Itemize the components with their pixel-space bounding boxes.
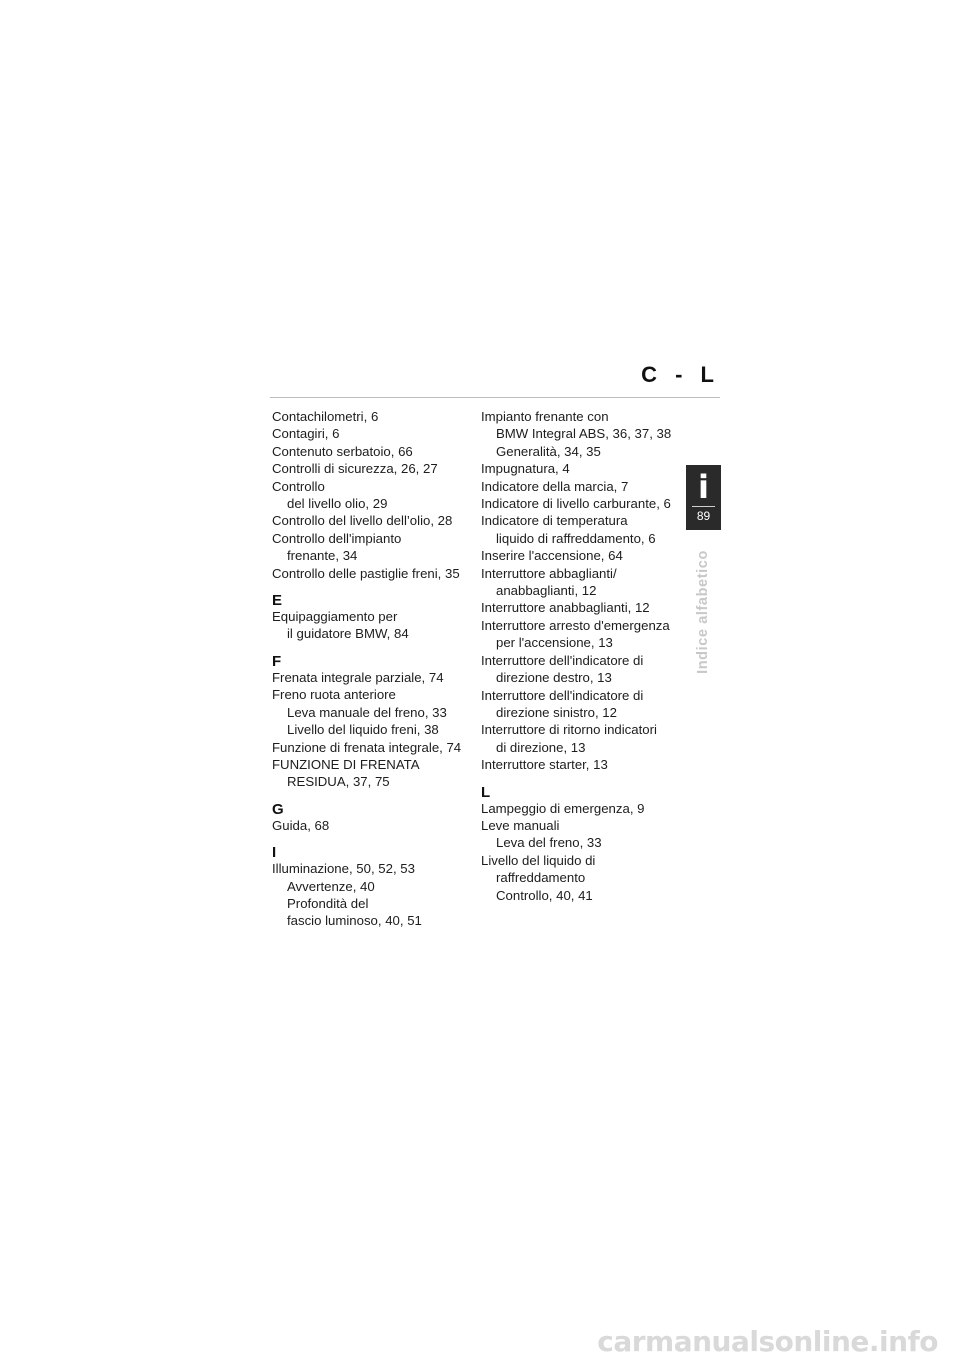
index-letter-heading: L — [481, 783, 491, 801]
index-subentry: direzione sinistro, 12 — [496, 704, 617, 720]
index-entry: Frenata integrale parziale, 74 — [272, 669, 444, 685]
index-entry: Interruttore dell'indicatore di — [481, 652, 644, 668]
index-entry: Controllo — [272, 478, 325, 494]
index-entry: Interruttore di ritorno indicatori — [481, 722, 657, 738]
index-subentry: anabbaglianti, 12 — [496, 583, 597, 599]
index-entry: Controlli di sicurezza, 26, 27 — [272, 461, 438, 477]
index-subentry: direzione destro, 13 — [496, 670, 612, 686]
index-column-right — [481, 408, 681, 904]
index-subentry: raffreddamento — [496, 870, 586, 886]
index-subentry: il guidatore BMW, 84 — [287, 626, 409, 642]
index-entry: Controllo delle pastiglie freni, 35 — [272, 565, 460, 581]
index-letter-heading: E — [272, 592, 283, 610]
index-entry: Indicatore di livello carburante, 6 — [481, 496, 671, 512]
index-letter-heading: G — [272, 800, 284, 818]
index-subentry: Profondità del — [287, 895, 369, 911]
section-label: Indice alfabetico — [695, 550, 711, 674]
index-entry: Interruttore anabbaglianti, 12 — [481, 600, 650, 616]
index-entry: Leve manuali — [481, 817, 560, 833]
index-subentry: di direzione, 13 — [496, 739, 586, 755]
index-entry: Interruttore dell'indicatore di — [481, 687, 644, 703]
index-subentry: Controllo, 40, 41 — [496, 887, 593, 903]
index-subentry: RESIDUA, 37, 75 — [287, 774, 390, 790]
index-entry: Inserire l'accensione, 64 — [481, 548, 623, 564]
index-letter-heading: I — [272, 844, 277, 862]
index-entry: Guida, 68 — [272, 817, 330, 833]
section-tab — [686, 465, 721, 530]
watermark: carmanualsonline.info — [597, 1325, 938, 1358]
index-entry: Interruttore abbaglianti/ — [481, 565, 617, 581]
index-entry: Lampeggio di emergenza, 9 — [481, 800, 645, 816]
index-entry: Controllo dell'impianto — [272, 530, 402, 546]
index-entry: FUNZIONE DI FRENATA — [272, 756, 420, 772]
index-subentry: Generalità, 34, 35 — [496, 443, 601, 459]
tab-divider — [692, 506, 715, 507]
index-entry: Contenuto serbatoio, 66 — [272, 443, 413, 459]
index-subentry: BMW Integral ABS, 36, 37, 38 — [496, 426, 672, 442]
header-divider — [270, 397, 720, 398]
index-entry: Contagiri, 6 — [272, 426, 340, 442]
index-entry: Freno ruota anteriore — [272, 687, 396, 703]
index-letter-heading: F — [272, 652, 282, 670]
index-entry: Interruttore starter, 13 — [481, 757, 608, 773]
index-entry: Contachilometri, 6 — [272, 409, 379, 424]
index-entry: Equipaggiamento per — [272, 609, 398, 625]
index-entry: Livello del liquido di — [481, 852, 596, 868]
index-entry: Illuminazione, 50, 52, 53 — [272, 861, 415, 877]
index-entry: Funzione di frenata integrale, 74 — [272, 739, 462, 755]
index-subentry: Leva del freno, 33 — [496, 835, 602, 851]
index-subentry: Avvertenze, 40 — [287, 878, 375, 894]
index-subentry: frenante, 34 — [287, 548, 358, 564]
index-entry: Impianto frenante con — [481, 409, 609, 424]
index-subentry: Livello del liquido freni, 38 — [287, 722, 439, 738]
index-subentry: per l'accensione, 13 — [496, 635, 613, 651]
index-subentry: Leva manuale del freno, 33 — [287, 704, 447, 720]
index-subentry: liquido di raffreddamento, 6 — [496, 530, 656, 546]
page-title: C - L — [641, 362, 720, 387]
index-subentry: del livello olio, 29 — [287, 496, 388, 512]
index-entry: Controllo del livello dell’olio, 28 — [272, 513, 453, 529]
index-entry: Interruttore arresto d'emergenza — [481, 617, 670, 633]
index-column-left — [272, 408, 472, 930]
page-number: 89 — [696, 509, 711, 523]
index-entry: Indicatore di temperatura — [481, 513, 628, 529]
index-entry: Indicatore della marcia, 7 — [481, 478, 629, 494]
index-entry: Impugnatura, 4 — [481, 461, 570, 477]
index-subentry: fascio luminoso, 40, 51 — [287, 913, 422, 929]
info-icon: i — [698, 468, 709, 506]
